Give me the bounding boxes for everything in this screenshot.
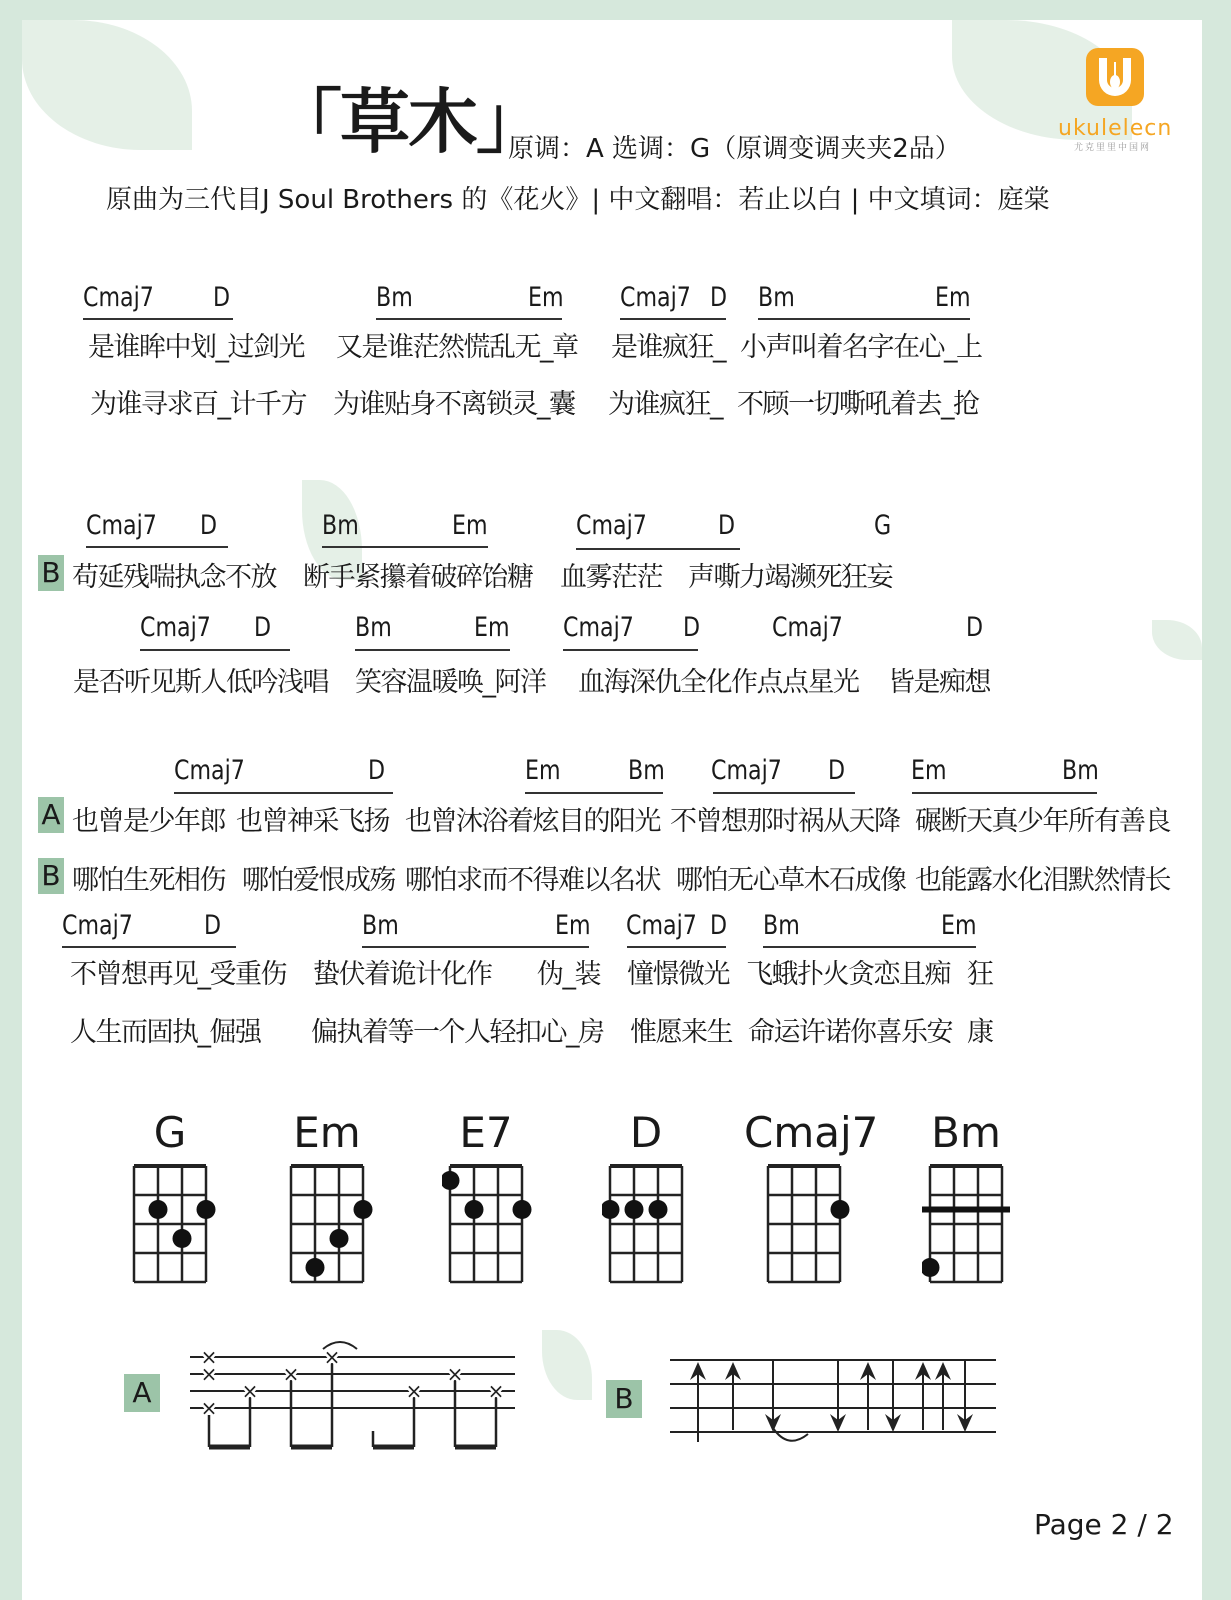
- barre: [922, 1207, 1010, 1213]
- chord: Bm: [1062, 755, 1099, 786]
- chord-underline: [758, 318, 970, 320]
- key-info: 原调：A 选调：G（原调变调夹夹2品）: [508, 134, 961, 164]
- section-badge-b: B: [38, 858, 64, 894]
- lyric: 蛰伏着诡计化作: [313, 959, 492, 990]
- logo-subtext: 尤克里里中国网: [1074, 143, 1152, 153]
- chord: Em: [452, 510, 488, 541]
- chord: Em: [941, 910, 977, 941]
- chord-underline: [620, 318, 726, 320]
- strumming-pattern-b: [668, 1350, 998, 1460]
- chord: Cmaj7: [576, 510, 647, 541]
- svg-text:×: ×: [323, 1345, 341, 1369]
- song-credits: 原曲为三代目J Soul Brothers 的《花火》| 中文翻唱：若止以白 | 中文填词：庭棠: [106, 185, 1050, 215]
- finger-dot: [831, 1200, 850, 1219]
- chord: Bm: [322, 510, 359, 541]
- lyric: 也曾沐浴着炫目的阳光: [405, 806, 660, 837]
- svg-text:×: ×: [200, 1362, 218, 1386]
- lyric: 为谁贴身不离锁灵_囊: [333, 389, 575, 420]
- chord-underline: [912, 792, 1097, 794]
- lyric: 也曾神采飞扬: [236, 806, 389, 837]
- finger-dot: [149, 1200, 168, 1219]
- finger-dot: [197, 1200, 216, 1219]
- chord: D: [966, 612, 984, 643]
- pattern-badge-b: B: [606, 1380, 642, 1418]
- chord: D: [200, 510, 218, 541]
- leaf-decoration: [542, 1330, 592, 1400]
- chord-underline: [563, 649, 698, 651]
- section-badge-a: A: [38, 797, 64, 833]
- chord: Cmaj7: [620, 282, 691, 313]
- lyric: 不曾想再见_受重伤: [70, 959, 286, 990]
- page-number: Page 2 / 2: [1034, 1508, 1174, 1541]
- chord-diagram-name: Cmaj7: [744, 1108, 879, 1157]
- chord-diagram-name: G: [153, 1108, 187, 1157]
- lyric: 哪怕求而不得难以名状: [405, 865, 660, 896]
- chord: D: [368, 755, 386, 786]
- ukulele-logo-icon: [1086, 48, 1144, 106]
- chord-underline: [576, 548, 740, 550]
- lyric: 也曾是少年郎: [72, 806, 225, 837]
- section-badge-b: B: [38, 555, 64, 591]
- chord: D: [254, 612, 272, 643]
- chord: Cmaj7: [86, 510, 157, 541]
- lyric: 是否听见斯人低吟浅唱: [73, 667, 328, 698]
- svg-text:×: ×: [446, 1362, 464, 1386]
- lyric: 小声叫着名字在心_上: [740, 332, 982, 363]
- chord: Cmaj7: [174, 755, 245, 786]
- lyric: 惟愿来生: [630, 1017, 732, 1048]
- svg-text:×: ×: [200, 1396, 218, 1420]
- finger-dot: [173, 1229, 192, 1248]
- finger-dot: [602, 1200, 620, 1219]
- finger-dot: [465, 1200, 484, 1219]
- lyric: 不顾一切嘶吼着去_抢: [737, 389, 979, 420]
- chord: Em: [555, 910, 591, 941]
- lyric: 为谁寻求百_计千方: [90, 389, 306, 420]
- lyric: 偏执着等一个人轻扣心_房: [311, 1017, 604, 1048]
- chord: Cmaj7: [711, 755, 782, 786]
- lyric: 血海深仇全化作点点星光: [578, 667, 859, 698]
- finger-dot: [306, 1258, 325, 1277]
- chord-underline: [376, 318, 562, 320]
- lyric: 声嘶力竭濒死狂妄: [688, 562, 892, 593]
- chord: Cmaj7: [563, 612, 634, 643]
- finger-dot: [513, 1200, 532, 1219]
- finger-dot: [625, 1200, 644, 1219]
- chord: G: [874, 510, 892, 541]
- song-title: 「草木」: [272, 81, 544, 163]
- svg-text:×: ×: [405, 1379, 423, 1403]
- chord-underline: [62, 946, 236, 948]
- chord-underline: [627, 946, 726, 948]
- lyric: 飞蛾扑火贪恋且痴: [746, 959, 950, 990]
- logo-text: ukulelecn: [1058, 116, 1173, 141]
- chord: Bm: [355, 612, 392, 643]
- lyric: 人生而固执_倔强: [70, 1017, 261, 1048]
- lyric: 命运许诺你喜乐安: [748, 1017, 952, 1048]
- chord: Em: [528, 282, 564, 313]
- finger-dot: [442, 1171, 460, 1190]
- chord-diagram-name: E7: [459, 1108, 513, 1157]
- lyric: 也能露水化泪默然情长: [915, 865, 1170, 896]
- chord-underline: [140, 649, 290, 651]
- chord: D: [213, 282, 231, 313]
- chord-underline: [86, 546, 228, 548]
- chord-underline: [355, 649, 510, 651]
- lyric: 血雾茫茫: [560, 562, 662, 593]
- leaf-decoration: [22, 20, 192, 150]
- chord: Bm: [763, 910, 800, 941]
- finger-dot: [330, 1229, 349, 1248]
- pattern-badge-a: A: [124, 1374, 160, 1412]
- lyric: 憧憬微光: [627, 959, 729, 990]
- lyric: 断手紧攥着破碎饴糖: [303, 562, 533, 593]
- lyric: 笑容温暖唤_阿洋: [355, 667, 546, 698]
- chord-diagram-name: Em: [293, 1108, 361, 1157]
- lyric: 为谁疯狂_: [608, 389, 722, 420]
- lyric: 是谁眸中划_过剑光: [88, 332, 304, 363]
- svg-text:×: ×: [487, 1379, 505, 1403]
- chord: Em: [935, 282, 971, 313]
- svg-text:×: ×: [241, 1379, 259, 1403]
- chord: Cmaj7: [62, 910, 133, 941]
- chord-underline: [83, 318, 233, 320]
- svg-text:×: ×: [282, 1362, 300, 1386]
- chord-diagram-cmaj7: [760, 1158, 850, 1288]
- chord-diagram-name: D: [629, 1108, 663, 1157]
- chord-underline: [713, 792, 855, 794]
- svg-text:×: ×: [200, 1345, 218, 1369]
- lyric: 皆是痴想: [888, 667, 990, 698]
- chord: D: [204, 910, 222, 941]
- lyric: 是谁疯狂_: [611, 332, 725, 363]
- chord-diagram-em: [283, 1158, 373, 1288]
- chord-underline: [525, 792, 663, 794]
- chord: Bm: [362, 910, 399, 941]
- chord: Bm: [628, 755, 665, 786]
- lyric: 伪_装: [537, 959, 600, 990]
- chord: D: [683, 612, 701, 643]
- lyric: 狂: [967, 959, 993, 990]
- lyric: 碾断天真少年所有善良: [915, 806, 1170, 837]
- chord-diagram-d: [602, 1158, 692, 1288]
- chord-diagram-e7: [442, 1158, 532, 1288]
- chord: D: [718, 510, 736, 541]
- chord: Cmaj7: [626, 910, 697, 941]
- chord: D: [710, 282, 728, 313]
- picking-pattern-a: [185, 1335, 525, 1455]
- chord-diagram-g: [126, 1158, 216, 1288]
- chord: Cmaj7: [83, 282, 154, 313]
- lyric: 哪怕无心草木石成像: [676, 865, 906, 896]
- chord-underline: [322, 546, 488, 548]
- lyric: 不曾想那时祸从天降: [670, 806, 900, 837]
- chord: Em: [474, 612, 510, 643]
- lyric: 哪怕生死相伤: [72, 865, 225, 896]
- lyric: 苟延残喘执念不放: [72, 562, 276, 593]
- chord-diagram-name: Bm: [931, 1108, 1001, 1157]
- chord-underline: [174, 792, 393, 794]
- lyric: 康: [967, 1017, 993, 1048]
- chord-underline: [362, 946, 589, 948]
- leaf-decoration: [1152, 620, 1202, 660]
- chord: Cmaj7: [772, 612, 843, 643]
- chord: Em: [911, 755, 947, 786]
- chord-underline: [763, 946, 976, 948]
- chord: Cmaj7: [140, 612, 211, 643]
- chord: D: [710, 910, 728, 941]
- chord: Em: [525, 755, 561, 786]
- finger-dot: [649, 1200, 668, 1219]
- chord-diagram-bm: [922, 1158, 1012, 1288]
- chord: D: [828, 755, 846, 786]
- lyric: 又是谁茫然慌乱无_章: [336, 332, 578, 363]
- finger-dot: [922, 1258, 940, 1277]
- chord: Bm: [758, 282, 795, 313]
- chord: Bm: [376, 282, 413, 313]
- finger-dot: [354, 1200, 373, 1219]
- lyric: 哪怕爱恨成殇: [242, 865, 395, 896]
